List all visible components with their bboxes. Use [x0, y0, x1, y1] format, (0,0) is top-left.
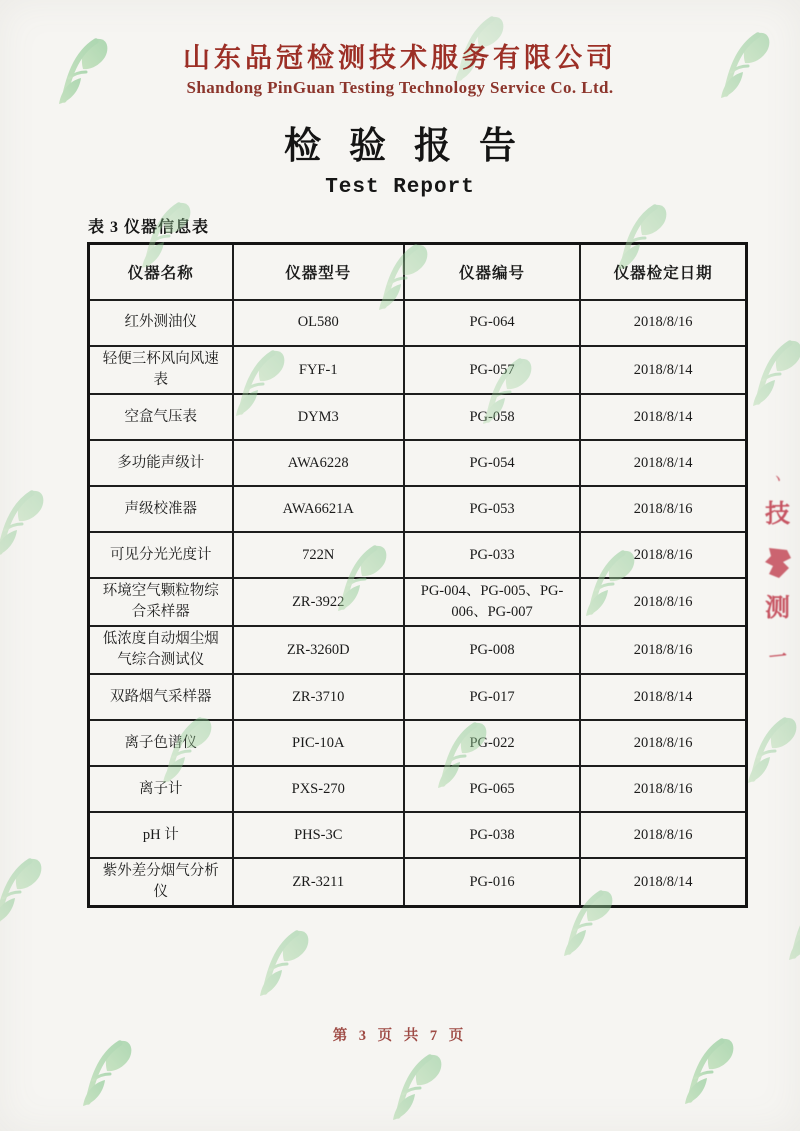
- cell-serial: PG-017: [404, 674, 580, 720]
- cell-model: AWA6228: [233, 440, 404, 486]
- cell-date: 2018/8/16: [580, 812, 746, 858]
- table-row: [89, 812, 747, 858]
- seal-fragment: 一: [767, 646, 788, 668]
- cell-date: 2018/8/16: [580, 720, 746, 766]
- page-number: 第 3 页 共 7 页: [332, 1028, 468, 1044]
- cell-serial: PG-065: [404, 766, 580, 812]
- table-row: [89, 674, 747, 720]
- report-header: [0, 0, 800, 201]
- header-calibration-date: 仪器检定日期: [580, 244, 746, 301]
- cell-name: 离子计: [89, 766, 233, 812]
- seal-fragment: 技: [764, 501, 790, 528]
- report-title-en: Test Report: [325, 176, 475, 199]
- cell-serial: PG-016: [404, 858, 580, 907]
- table-header-row: [89, 244, 747, 301]
- cell-model: ZR-3211: [233, 858, 404, 907]
- cell-date: 2018/8/14: [580, 346, 746, 394]
- header-instrument-serial: 仪器编号: [404, 244, 580, 301]
- table-row: [89, 578, 747, 626]
- table-row: [89, 346, 747, 394]
- cell-date: 2018/8/16: [580, 300, 746, 346]
- table-row: [89, 720, 747, 766]
- cell-date: 2018/8/16: [580, 578, 746, 626]
- cell-model: FYF-1: [233, 346, 404, 394]
- cell-date: 2018/8/14: [580, 440, 746, 486]
- seal-fragment: 测: [764, 595, 790, 622]
- report-title-cn: 检验报告: [284, 126, 544, 167]
- partial-red-seal: [755, 474, 800, 672]
- table-row: [89, 486, 747, 532]
- cell-name: 声级校准器: [89, 486, 233, 532]
- cell-date: 2018/8/16: [580, 766, 746, 812]
- table-row: [89, 394, 747, 440]
- header-instrument-name: 仪器名称: [89, 244, 233, 301]
- seal-blob: [763, 546, 793, 580]
- cell-model: ZR-3260D: [233, 626, 404, 674]
- cell-serial: PG-004、PG-005、PG-006、PG-007: [404, 578, 580, 626]
- cell-name: 可见分光光度计: [89, 532, 233, 578]
- cell-model: ZR-3710: [233, 674, 404, 720]
- cell-model: 722N: [233, 532, 404, 578]
- cell-date: 2018/8/14: [580, 858, 746, 907]
- cell-serial: PG-038: [404, 812, 580, 858]
- cell-serial: PG-054: [404, 440, 580, 486]
- cell-date: 2018/8/14: [580, 394, 746, 440]
- header-instrument-model: 仪器型号: [233, 244, 404, 301]
- cell-serial: PG-064: [404, 300, 580, 346]
- cell-name: 离子色谱仪: [89, 720, 233, 766]
- cell-name: 轻便三杯风向风速表: [89, 346, 233, 394]
- cell-model: PHS-3C: [233, 812, 404, 858]
- cell-model: OL580: [233, 300, 404, 346]
- cell-serial: PG-057: [404, 346, 580, 394]
- table-row: [89, 766, 747, 812]
- cell-serial: PG-033: [404, 532, 580, 578]
- table-row: [89, 532, 747, 578]
- cell-serial: PG-058: [404, 394, 580, 440]
- instrument-table: [87, 242, 748, 908]
- cell-name: 紫外差分烟气分析仪: [89, 858, 233, 907]
- cell-name: 环境空气颗粒物综合采样器: [89, 578, 233, 626]
- cell-name: 红外测油仪: [89, 300, 233, 346]
- cell-model: PXS-270: [233, 766, 404, 812]
- cell-date: 2018/8/14: [580, 674, 746, 720]
- table-row: [89, 858, 747, 907]
- table-caption: 表 3 仪器信息表: [88, 219, 210, 236]
- seal-tick-mark: 丶: [770, 472, 785, 488]
- cell-name: 双路烟气采样器: [89, 674, 233, 720]
- cell-name: pH 计: [89, 812, 233, 858]
- table-row: [89, 440, 747, 486]
- company-name-en: Shandong PinGuan Testing Technology Service Co. Ltd.: [186, 78, 614, 97]
- cell-serial: PG-053: [404, 486, 580, 532]
- cell-serial: PG-022: [404, 720, 580, 766]
- cell-date: 2018/8/16: [580, 532, 746, 578]
- company-name-cn: 山东品冠检测技术服务有限公司: [183, 43, 617, 73]
- cell-name: 空盒气压表: [89, 394, 233, 440]
- cell-name: 低浓度自动烟尘烟气综合测试仪: [89, 626, 233, 674]
- cell-serial: PG-008: [404, 626, 580, 674]
- table-row: [89, 626, 747, 674]
- cell-model: ZR-3922: [233, 578, 404, 626]
- cell-model: AWA6621A: [233, 486, 404, 532]
- cell-name: 多功能声级计: [89, 440, 233, 486]
- cell-model: DYM3: [233, 394, 404, 440]
- cell-model: PIC-10A: [233, 720, 404, 766]
- cell-date: 2018/8/16: [580, 486, 746, 532]
- cell-date: 2018/8/16: [580, 626, 746, 674]
- table-row: [89, 300, 747, 346]
